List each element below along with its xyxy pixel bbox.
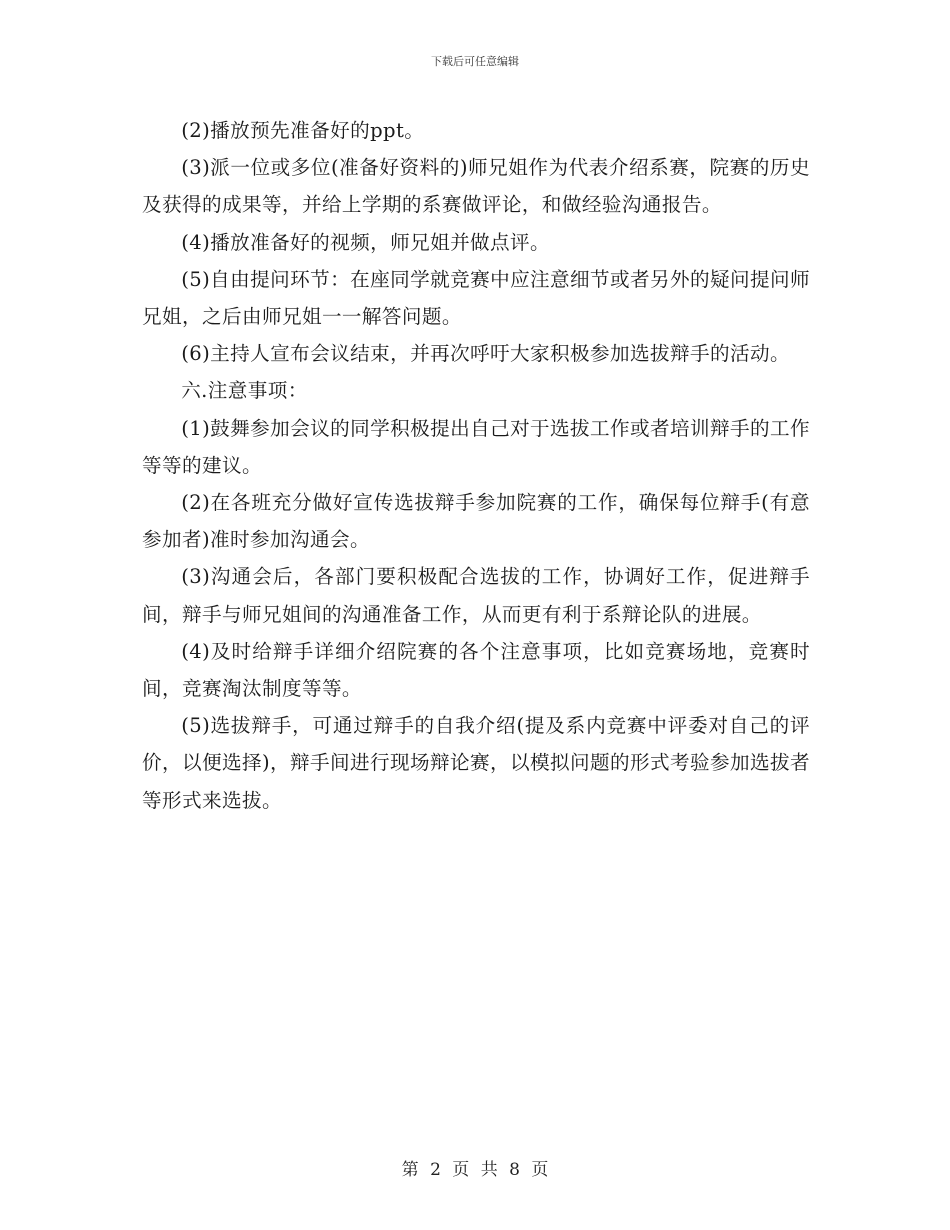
paragraph-item-6: (6)主持人宣布会议结束，并再次呼吁大家积极参加选拔辩手的活动。	[181, 342, 790, 366]
note-item-2: (2)在各班充分做好宣传选拔辩手参加院赛的工作，确保每位辩手(有意参加者)准时参加沟通会。	[142, 491, 810, 552]
paragraph-item-2: (2)播放预先准备好的ppt。	[181, 119, 425, 142]
page-number-footer: 第 2 页 共 8 页	[401, 1160, 549, 1180]
note-item-3: (3)沟通会后，各部门要积极配合选拔的工作，协调好工作，促进辩手间，辩手与师兄姐间的沟通准备工作，从而更有利于系辩论队的进展。	[142, 565, 810, 626]
paragraph-item-4: (4)播放准备好的视频，师兄姐并做点评。	[181, 230, 551, 254]
paragraph-item-5: (5)自由提问环节：在座同学就竞赛中应注意细节或者另外的疑问提问师兄姐，之后由师兄姐一一解答问题。	[142, 267, 810, 329]
paragraph-item-3: (3)派一位或多位(准备好资料的)师兄姐作为代表介绍系赛，院赛的历史及获得的成果等，并给上学期的系赛做评论，和做经验沟通报告。	[142, 156, 810, 217]
note-item-4: (4)及时给辩手详细介绍院赛的各个注意事项，比如竞赛场地，竞赛时间，竞赛淘汰制度等等。	[142, 639, 810, 701]
note-item-5: (5)选拔辩手，可通过辩手的自我介绍(提及系内竞赛中评委对自己的评价，以便选择)，辩手间进行现场辩论赛，以模拟问题的形式考验参加选拔者等形式来选拔。	[142, 714, 810, 812]
note-item-1: (1)鼓舞参加会议的同学积极提出自己对于选拔工作或者培训辩手的工作等等的建议。	[142, 416, 810, 477]
document-body	[142, 112, 810, 819]
section-heading-notes: 六.注意事项：	[181, 379, 308, 403]
page-header-note: 下载后可任意编辑	[431, 55, 519, 68]
